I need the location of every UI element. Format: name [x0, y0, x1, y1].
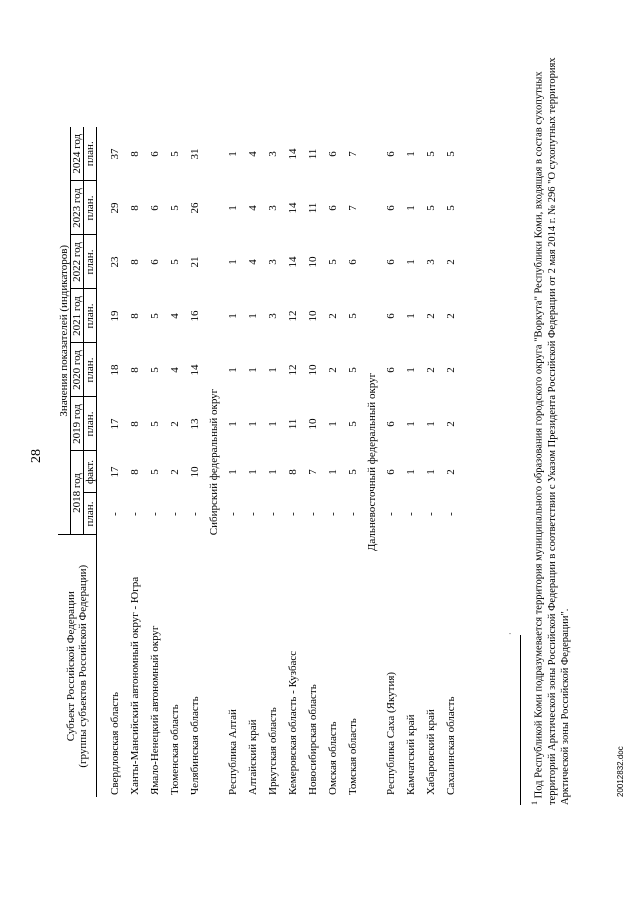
- value-cell: 5: [425, 151, 437, 157]
- value-cell: 4: [169, 367, 181, 373]
- value-cell: 6: [149, 259, 161, 265]
- value-cell: 8: [129, 421, 141, 427]
- value-cell: 17: [109, 418, 121, 430]
- value-cell: 2: [445, 313, 457, 319]
- footnote-text: Под Республикой Коми подразумевается территория муниципального образования городского округа "Воркута" Республики Коми, входящая в состав сухопутных территорий Арктической зоны Российской Федерации в соответствии с Указом Президента Российской Федерации от 2 мая 2014 г. № 296 "О сухопутных территориях Арктической зоны Российской Федерации".: [533, 57, 571, 805]
- value-cell: 16: [189, 310, 201, 322]
- value-cell: 21: [189, 256, 201, 268]
- value-cell: 3: [267, 259, 279, 265]
- value-cell: 7: [347, 205, 359, 211]
- subject-name: Алтайский край: [247, 719, 259, 795]
- value-cell: 5: [347, 313, 359, 319]
- value-cell: 1: [327, 421, 339, 427]
- table-row: [145, 127, 165, 797]
- value-cell: 2: [169, 469, 181, 475]
- subject-name: Омская область: [327, 721, 339, 795]
- value-cell: 1: [247, 421, 259, 427]
- value-cell: -: [425, 512, 437, 516]
- value-cell: 1: [405, 469, 417, 475]
- table-row: [263, 127, 283, 797]
- subject-name: Новосибирская область: [307, 684, 319, 795]
- value-cell: 1: [227, 367, 239, 373]
- value-cell: 14: [189, 364, 201, 376]
- page-number: 28: [29, 449, 44, 463]
- value-cell: -: [307, 512, 319, 516]
- value-cell: 1: [227, 421, 239, 427]
- value-cell: 3: [267, 313, 279, 319]
- subheader-cell: план.: [84, 493, 97, 535]
- subject-header-line1: Субъект Российской Федерации: [65, 591, 77, 742]
- value-cell: 5: [347, 421, 359, 427]
- value-cell: -: [109, 512, 121, 516]
- value-cell: -: [227, 512, 239, 516]
- value-cell: 5: [149, 469, 161, 475]
- value-cell: 5: [169, 151, 181, 157]
- value-cell: 1: [227, 205, 239, 211]
- value-cell: 2: [445, 259, 457, 265]
- value-cell: 10: [307, 256, 319, 268]
- value-cell: 19: [109, 310, 121, 322]
- table-row: [223, 127, 243, 797]
- subject-name: Тюменская область: [169, 704, 181, 795]
- value-cell: 5: [149, 421, 161, 427]
- value-cell: 1: [327, 469, 339, 475]
- value-cell: 23: [109, 256, 121, 268]
- value-cell: 31: [189, 148, 201, 160]
- subject-header-line2: (группы субъектов Российской Федерации): [77, 564, 89, 768]
- value-cell: 1: [267, 367, 279, 373]
- subject-name: Томская область: [347, 718, 359, 795]
- subject-name: Кемеровская область - Кузбасс: [287, 650, 299, 795]
- value-cell: 1: [405, 313, 417, 319]
- subject-name: Хабаровский край: [425, 709, 437, 795]
- value-cell: 6: [327, 205, 339, 211]
- value-cell: 6: [385, 421, 397, 427]
- value-cell: 5: [149, 367, 161, 373]
- year-header: 2020 год: [71, 343, 84, 397]
- subheader-cell: план.: [84, 235, 97, 289]
- value-cell: 2: [425, 367, 437, 373]
- subheader-cell: план.: [84, 127, 97, 181]
- value-cell: 11: [307, 202, 319, 214]
- value-cell: 5: [425, 205, 437, 211]
- table-row: [243, 127, 263, 797]
- value-cell: 5: [347, 367, 359, 373]
- value-cell: 1: [405, 259, 417, 265]
- value-cell: 1: [425, 469, 437, 475]
- value-cell: 1: [247, 313, 259, 319]
- value-cell: 1: [227, 313, 239, 319]
- year-header: 2018 год: [71, 451, 84, 535]
- table-row: [283, 127, 303, 797]
- value-cell: 6: [385, 151, 397, 157]
- subject-name: Челябинская область: [189, 696, 201, 795]
- value-cell: 10: [189, 466, 201, 478]
- table-row: [165, 127, 185, 797]
- table-row: [185, 127, 205, 797]
- value-cell: 4: [247, 205, 259, 211]
- value-cell: 14: [287, 256, 299, 268]
- value-cell: 8: [287, 469, 299, 475]
- value-cell: 10: [307, 364, 319, 376]
- subject-name: Ямало-Ненецкий автономный округ: [149, 625, 161, 795]
- value-cell: 7: [307, 469, 319, 475]
- value-cell: 13: [189, 418, 201, 430]
- value-cell: 11: [307, 148, 319, 160]
- value-cell: 1: [267, 469, 279, 475]
- value-cell: 5: [445, 205, 457, 211]
- value-cell: 12: [287, 310, 299, 322]
- district-name: Дальневосточный федеральный округ: [366, 372, 378, 552]
- table-row: [303, 127, 323, 797]
- year-header: 2022 год: [71, 235, 84, 289]
- subject-name: Иркутская область: [267, 707, 279, 795]
- subject-name: Камчатский край: [405, 714, 417, 795]
- year-header: 2023 год: [71, 181, 84, 235]
- stray-mark: ·: [506, 632, 515, 635]
- value-cell: 1: [425, 421, 437, 427]
- value-cell: -: [347, 512, 359, 516]
- value-cell: 8: [129, 469, 141, 475]
- value-cell: 2: [445, 421, 457, 427]
- value-cell: 2: [327, 367, 339, 373]
- value-cell: 5: [169, 205, 181, 211]
- value-cell: 1: [227, 151, 239, 157]
- table-row: [343, 127, 363, 797]
- value-cell: 1: [267, 421, 279, 427]
- value-cell: 2: [425, 313, 437, 319]
- spacer-row: [97, 127, 106, 797]
- value-cell: 6: [385, 205, 397, 211]
- table-row: [125, 127, 145, 797]
- value-cell: 11: [287, 418, 299, 430]
- value-cell: -: [385, 512, 397, 516]
- value-cell: -: [287, 512, 299, 516]
- footnote-rule: [520, 635, 521, 805]
- subheader-cell: план.: [84, 343, 97, 397]
- value-cell: 26: [189, 202, 201, 214]
- value-cell: -: [129, 512, 141, 516]
- district-row: [205, 127, 223, 797]
- value-cell: -: [267, 512, 279, 516]
- value-cell: -: [169, 512, 181, 516]
- file-id: 20012832.doc: [616, 746, 625, 797]
- value-cell: 1: [405, 421, 417, 427]
- value-cell: 6: [385, 469, 397, 475]
- year-header: 2024 год: [71, 127, 84, 181]
- value-cell: 3: [267, 205, 279, 211]
- value-cell: 8: [129, 313, 141, 319]
- subject-column-header: [58, 535, 97, 797]
- district-name: Сибирский федеральный округ: [208, 388, 220, 536]
- value-cell: -: [247, 512, 259, 516]
- subject-name: Свердловская область: [109, 691, 121, 795]
- value-cell: 6: [385, 313, 397, 319]
- value-cell: 17: [109, 466, 121, 478]
- value-cell: 12: [287, 364, 299, 376]
- value-cell: 3: [267, 151, 279, 157]
- value-cell: 2: [327, 313, 339, 319]
- value-cell: 2: [445, 367, 457, 373]
- subject-name: Ханты-Мансийский автономный округ - Югра: [129, 576, 141, 795]
- table-body: [97, 127, 462, 797]
- subheader-cell: план.: [84, 397, 97, 451]
- subject-name: Республика Алтай: [227, 709, 239, 795]
- value-cell: 37: [109, 148, 121, 160]
- value-cell: 14: [287, 148, 299, 160]
- value-cell: -: [405, 512, 417, 516]
- value-cell: 1: [405, 367, 417, 373]
- value-cell: 10: [307, 418, 319, 430]
- subheader-cell: план.: [84, 289, 97, 343]
- value-cell: -: [189, 512, 201, 516]
- value-cell: 5: [445, 151, 457, 157]
- value-cell: 1: [405, 205, 417, 211]
- value-cell: -: [327, 512, 339, 516]
- value-cell: 6: [385, 367, 397, 373]
- value-cell: -: [445, 512, 457, 516]
- table-row: [105, 127, 125, 797]
- value-cell: 1: [227, 469, 239, 475]
- value-cell: 5: [347, 469, 359, 475]
- value-cell: 2: [169, 421, 181, 427]
- value-cell: 8: [129, 367, 141, 373]
- value-cell: 6: [149, 151, 161, 157]
- table-row: [401, 127, 421, 797]
- value-cell: 8: [129, 205, 141, 211]
- value-cell: 10: [307, 310, 319, 322]
- table-row: [441, 127, 461, 797]
- indicators-group-header: Значения показателей (индикаторов): [58, 127, 71, 535]
- value-cell: 18: [109, 364, 121, 376]
- footnote: [528, 30, 572, 805]
- value-cell: 5: [327, 259, 339, 265]
- footnote-marker: 1: [530, 801, 539, 805]
- table-row: [421, 127, 441, 797]
- indicator-table: [58, 127, 461, 797]
- subheader-cell: план.: [84, 181, 97, 235]
- value-cell: 5: [149, 313, 161, 319]
- table-row: [381, 127, 401, 797]
- value-cell: 4: [247, 259, 259, 265]
- value-cell: 1: [247, 367, 259, 373]
- value-cell: 8: [129, 151, 141, 157]
- value-cell: 4: [247, 151, 259, 157]
- table-row: [323, 127, 343, 797]
- subheader-cell: факт.: [84, 451, 97, 493]
- value-cell: 1: [227, 259, 239, 265]
- value-cell: 1: [247, 469, 259, 475]
- value-cell: 4: [169, 313, 181, 319]
- year-header: 2021 год: [71, 289, 84, 343]
- value-cell: 6: [347, 259, 359, 265]
- value-cell: 7: [347, 151, 359, 157]
- value-cell: 6: [385, 259, 397, 265]
- value-cell: -: [149, 512, 161, 516]
- value-cell: 14: [287, 202, 299, 214]
- subject-name: Сахалинская область: [445, 696, 457, 795]
- value-cell: 3: [425, 259, 437, 265]
- value-cell: 29: [109, 202, 121, 214]
- spacer-cell: [97, 127, 106, 797]
- value-cell: 1: [405, 151, 417, 157]
- value-cell: 5: [169, 259, 181, 265]
- subject-name: Республика Саха (Якутия): [385, 671, 397, 795]
- value-cell: 2: [445, 469, 457, 475]
- district-row: [363, 127, 381, 797]
- year-header: 2019 год: [71, 397, 84, 451]
- value-cell: 6: [327, 151, 339, 157]
- value-cell: 6: [149, 205, 161, 211]
- value-cell: 8: [129, 259, 141, 265]
